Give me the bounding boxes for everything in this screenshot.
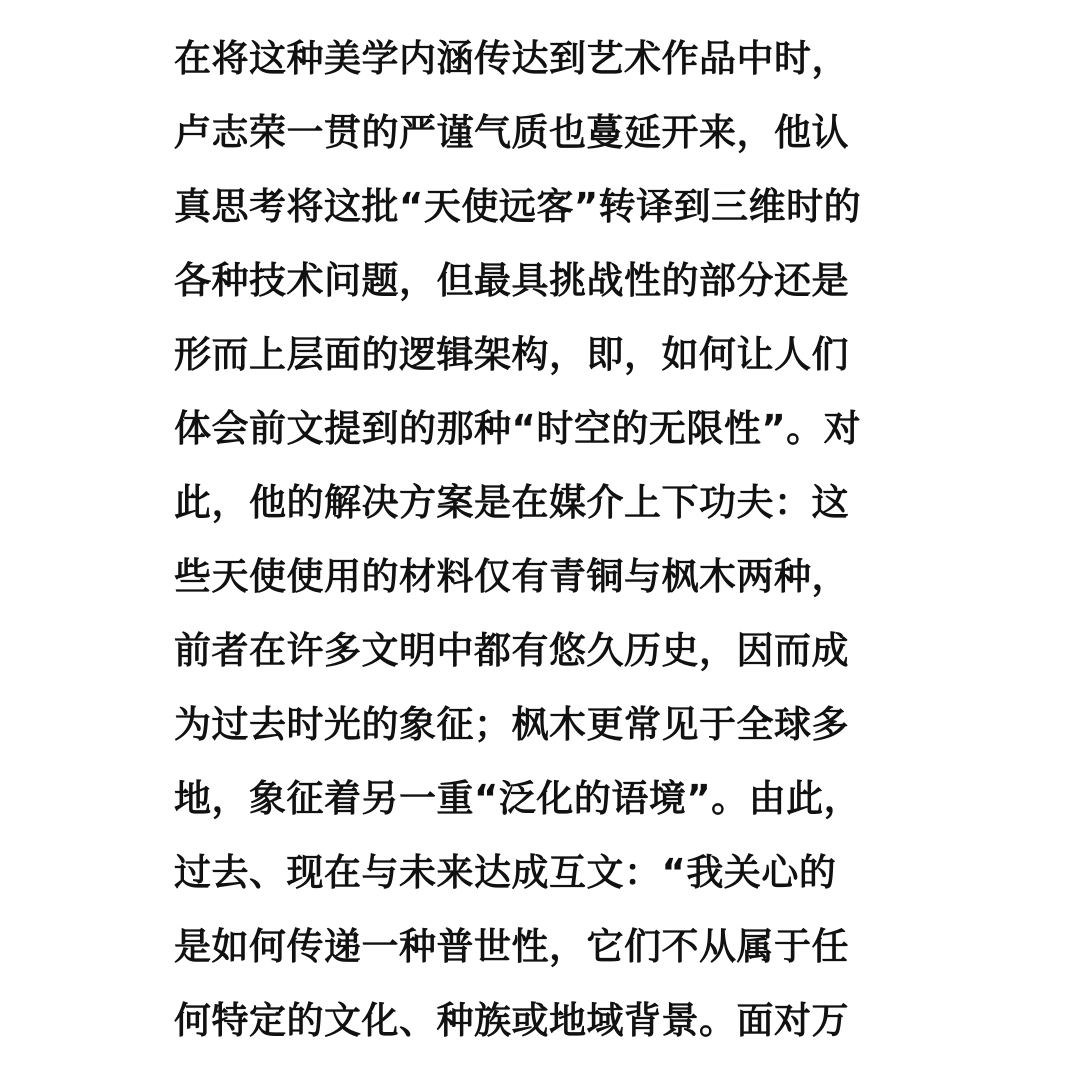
- text-line: 是如何传递一种普世性，它们不从属于任: [174, 925, 849, 968]
- text-line: 前者在许多文明中都有悠久历史，因而成: [174, 629, 849, 672]
- text-line: 过去、现在与未来达成互文：“我关心的: [174, 851, 837, 894]
- text-line: 卢志荣一贯的严谨气质也蔓延开来，他认: [174, 111, 849, 154]
- text-line: 各种技术问题，但最具挑战性的部分还是: [174, 259, 849, 302]
- text-line: 在将这种美学内涵传达到艺术作品中时，: [174, 37, 849, 80]
- text-line: 地，象征着另一重“泛化的语境”。由此，: [174, 777, 862, 820]
- text-line: 体会前文提到的那种“时空的无限性”。对: [174, 407, 862, 450]
- text-line: 真思考将这批“天使远客”转译到三维时的: [174, 185, 862, 228]
- text-line: 为过去时光的象征；枫木更常见于全球多: [174, 703, 849, 746]
- text-line: 些天使使用的材料仅有青铜与枫木两种，: [174, 555, 849, 598]
- article-body: [174, 22, 914, 1058]
- text-line: 此，他的解决方案是在媒介上下功夫：这: [174, 481, 849, 524]
- text-line: 形而上层面的逻辑架构，即，如何让人们: [174, 333, 849, 376]
- text-line: 何特定的文化、种族或地域背景。面对万: [174, 999, 849, 1042]
